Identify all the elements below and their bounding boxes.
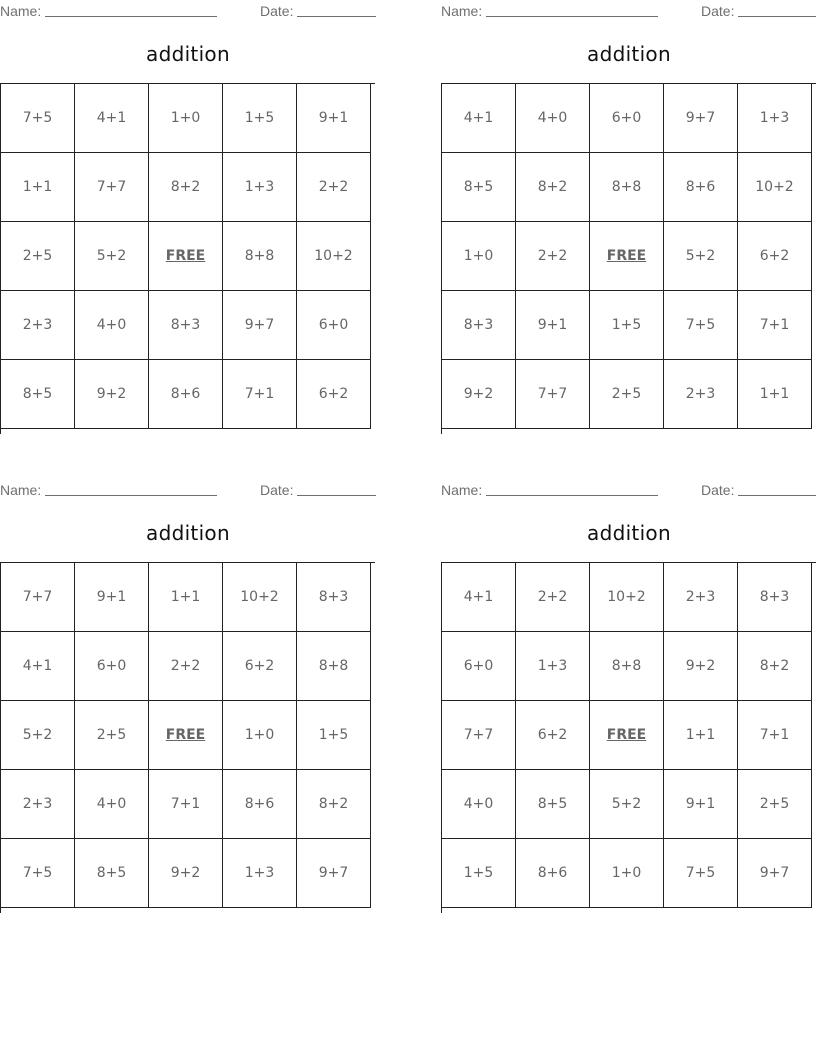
bingo-cell[interactable]: 10+2 (738, 153, 812, 222)
bingo-cell[interactable]: 5+2 (75, 222, 149, 291)
bingo-card-3 (0, 479, 376, 881)
bingo-cell[interactable]: 2+2 (516, 563, 590, 632)
bingo-cell[interactable]: 1+1 (738, 360, 812, 429)
date-blank[interactable] (738, 495, 816, 496)
bingo-cell[interactable]: 7+7 (442, 701, 516, 770)
bingo-cell[interactable]: 1+5 (590, 291, 664, 360)
date-blank[interactable] (738, 16, 816, 17)
bingo-grid (441, 562, 816, 913)
name-date-line (0, 479, 376, 499)
bingo-cell[interactable]: 1+3 (223, 839, 297, 908)
bingo-cell[interactable]: 8+5 (442, 153, 516, 222)
bingo-cell[interactable]: 8+6 (664, 153, 738, 222)
bingo-cell[interactable]: 6+2 (738, 222, 812, 291)
bingo-cell[interactable]: 1+3 (516, 632, 590, 701)
bingo-cell[interactable]: 7+5 (1, 839, 75, 908)
bingo-cell[interactable]: 1+5 (442, 839, 516, 908)
date-blank[interactable] (297, 16, 376, 17)
bingo-cell[interactable]: 7+5 (1, 84, 75, 153)
free-space[interactable]: FREE (149, 222, 223, 291)
bingo-cell[interactable]: 5+2 (590, 770, 664, 839)
bingo-card-1 (0, 0, 376, 402)
bingo-card-4 (441, 479, 816, 881)
bingo-cell[interactable]: 7+1 (738, 701, 812, 770)
bingo-cell[interactable]: 8+3 (738, 563, 812, 632)
date-label: Date: (701, 3, 735, 19)
date-label: Date: (260, 3, 294, 19)
bingo-grid (0, 562, 375, 913)
bingo-cell[interactable]: 1+1 (149, 563, 223, 632)
bingo-cell[interactable]: 9+2 (664, 632, 738, 701)
bingo-cell[interactable]: 1+3 (738, 84, 812, 153)
bingo-cell[interactable]: 7+5 (664, 839, 738, 908)
bingo-cell[interactable]: 5+2 (664, 222, 738, 291)
bingo-cell[interactable]: 6+2 (297, 360, 371, 429)
bingo-cell[interactable]: 8+2 (149, 153, 223, 222)
bingo-cell[interactable]: 1+5 (297, 701, 371, 770)
bingo-cell[interactable]: 7+1 (149, 770, 223, 839)
name-blank[interactable] (45, 16, 217, 17)
free-space[interactable]: FREE (590, 222, 664, 291)
bingo-cell[interactable]: 8+8 (590, 632, 664, 701)
bingo-cell[interactable]: 6+0 (297, 291, 371, 360)
bingo-cell[interactable]: 7+1 (738, 291, 812, 360)
bingo-cell[interactable]: 9+7 (664, 84, 738, 153)
bingo-cell[interactable]: 8+2 (297, 770, 371, 839)
bingo-cell[interactable]: 1+3 (223, 153, 297, 222)
bingo-cell[interactable]: 8+3 (442, 291, 516, 360)
date-label: Date: (260, 482, 294, 498)
bingo-cell[interactable]: 2+2 (516, 222, 590, 291)
bingo-cell[interactable]: 10+2 (223, 563, 297, 632)
bingo-cell[interactable]: 9+7 (297, 839, 371, 908)
bingo-cell[interactable]: 2+5 (590, 360, 664, 429)
bingo-cell[interactable]: 8+2 (738, 632, 812, 701)
bingo-cell[interactable]: 9+1 (75, 563, 149, 632)
bingo-cell[interactable]: 8+8 (590, 153, 664, 222)
bingo-cell[interactable]: 2+5 (1, 222, 75, 291)
bingo-cell[interactable]: 1+5 (223, 84, 297, 153)
bingo-cell[interactable]: 4+0 (75, 770, 149, 839)
bingo-cell[interactable]: 2+3 (1, 770, 75, 839)
bingo-cell[interactable]: 10+2 (590, 563, 664, 632)
bingo-cell[interactable]: 1+0 (223, 701, 297, 770)
bingo-grid (0, 83, 375, 434)
card-title: addition (587, 42, 671, 66)
bingo-cell[interactable]: 9+1 (297, 84, 371, 153)
bingo-cell[interactable]: 8+3 (149, 291, 223, 360)
name-label: Name: (441, 482, 483, 498)
bingo-cell[interactable]: 8+5 (75, 839, 149, 908)
name-blank[interactable] (45, 495, 217, 496)
bingo-cell[interactable]: 9+2 (75, 360, 149, 429)
bingo-cell[interactable]: 7+5 (664, 291, 738, 360)
bingo-cell[interactable]: 8+3 (297, 563, 371, 632)
bingo-cell[interactable]: 4+1 (442, 84, 516, 153)
bingo-cell[interactable]: 8+2 (516, 153, 590, 222)
card-title: addition (146, 42, 230, 66)
bingo-cell[interactable]: 8+5 (516, 770, 590, 839)
bingo-cell[interactable]: 9+7 (223, 291, 297, 360)
name-label: Name: (0, 482, 42, 498)
card-title: addition (587, 521, 671, 545)
bingo-cell[interactable]: 7+7 (516, 360, 590, 429)
bingo-cell[interactable]: 5+2 (1, 701, 75, 770)
bingo-cell[interactable]: 2+5 (738, 770, 812, 839)
bingo-cell[interactable]: 7+1 (223, 360, 297, 429)
bingo-cell[interactable]: 4+1 (442, 563, 516, 632)
bingo-cell[interactable]: 6+2 (516, 701, 590, 770)
bingo-cell[interactable]: 7+7 (75, 153, 149, 222)
bingo-cell[interactable]: 8+8 (223, 222, 297, 291)
bingo-cell[interactable]: 8+6 (516, 839, 590, 908)
date-blank[interactable] (297, 495, 376, 496)
name-date-line (0, 0, 376, 20)
bingo-cell[interactable]: 7+7 (1, 563, 75, 632)
bingo-cell[interactable]: 4+0 (75, 291, 149, 360)
bingo-cell[interactable]: 1+0 (149, 84, 223, 153)
bingo-cell[interactable]: 2+2 (149, 632, 223, 701)
bingo-cell[interactable]: 1+0 (590, 839, 664, 908)
bingo-cell[interactable]: 4+1 (75, 84, 149, 153)
name-blank[interactable] (486, 16, 658, 17)
bingo-cell[interactable]: 9+2 (442, 360, 516, 429)
bingo-cell[interactable]: 2+2 (297, 153, 371, 222)
bingo-cell[interactable]: 6+0 (75, 632, 149, 701)
bingo-cell[interactable]: 1+1 (664, 701, 738, 770)
bingo-cell[interactable]: 9+1 (516, 291, 590, 360)
bingo-cell[interactable]: 2+3 (664, 563, 738, 632)
bingo-cell[interactable]: 4+0 (442, 770, 516, 839)
bingo-cell[interactable]: 2+5 (75, 701, 149, 770)
bingo-cell[interactable]: 10+2 (297, 222, 371, 291)
bingo-cell[interactable]: 1+0 (442, 222, 516, 291)
name-date-line (441, 0, 816, 20)
bingo-grid (441, 83, 816, 434)
bingo-cell[interactable]: 1+1 (1, 153, 75, 222)
bingo-cell[interactable]: 9+7 (738, 839, 812, 908)
bingo-cell[interactable]: 6+2 (223, 632, 297, 701)
name-date-line (441, 479, 816, 499)
bingo-cell[interactable]: 2+3 (664, 360, 738, 429)
bingo-cell[interactable]: 4+0 (516, 84, 590, 153)
bingo-cell[interactable]: 8+6 (149, 360, 223, 429)
card-title: addition (146, 521, 230, 545)
name-label: Name: (441, 3, 483, 19)
free-space[interactable]: FREE (590, 701, 664, 770)
date-label: Date: (701, 482, 735, 498)
bingo-cell[interactable]: 9+1 (664, 770, 738, 839)
bingo-cell[interactable]: 8+5 (1, 360, 75, 429)
bingo-cell[interactable]: 2+3 (1, 291, 75, 360)
bingo-cell[interactable]: 4+1 (1, 632, 75, 701)
bingo-cell[interactable]: 8+8 (297, 632, 371, 701)
bingo-cell[interactable]: 9+2 (149, 839, 223, 908)
bingo-card-2 (441, 0, 816, 402)
bingo-cell[interactable]: 6+0 (590, 84, 664, 153)
free-space[interactable]: FREE (149, 701, 223, 770)
name-label: Name: (0, 3, 42, 19)
bingo-cell[interactable]: 6+0 (442, 632, 516, 701)
name-blank[interactable] (486, 495, 658, 496)
bingo-cell[interactable]: 8+6 (223, 770, 297, 839)
